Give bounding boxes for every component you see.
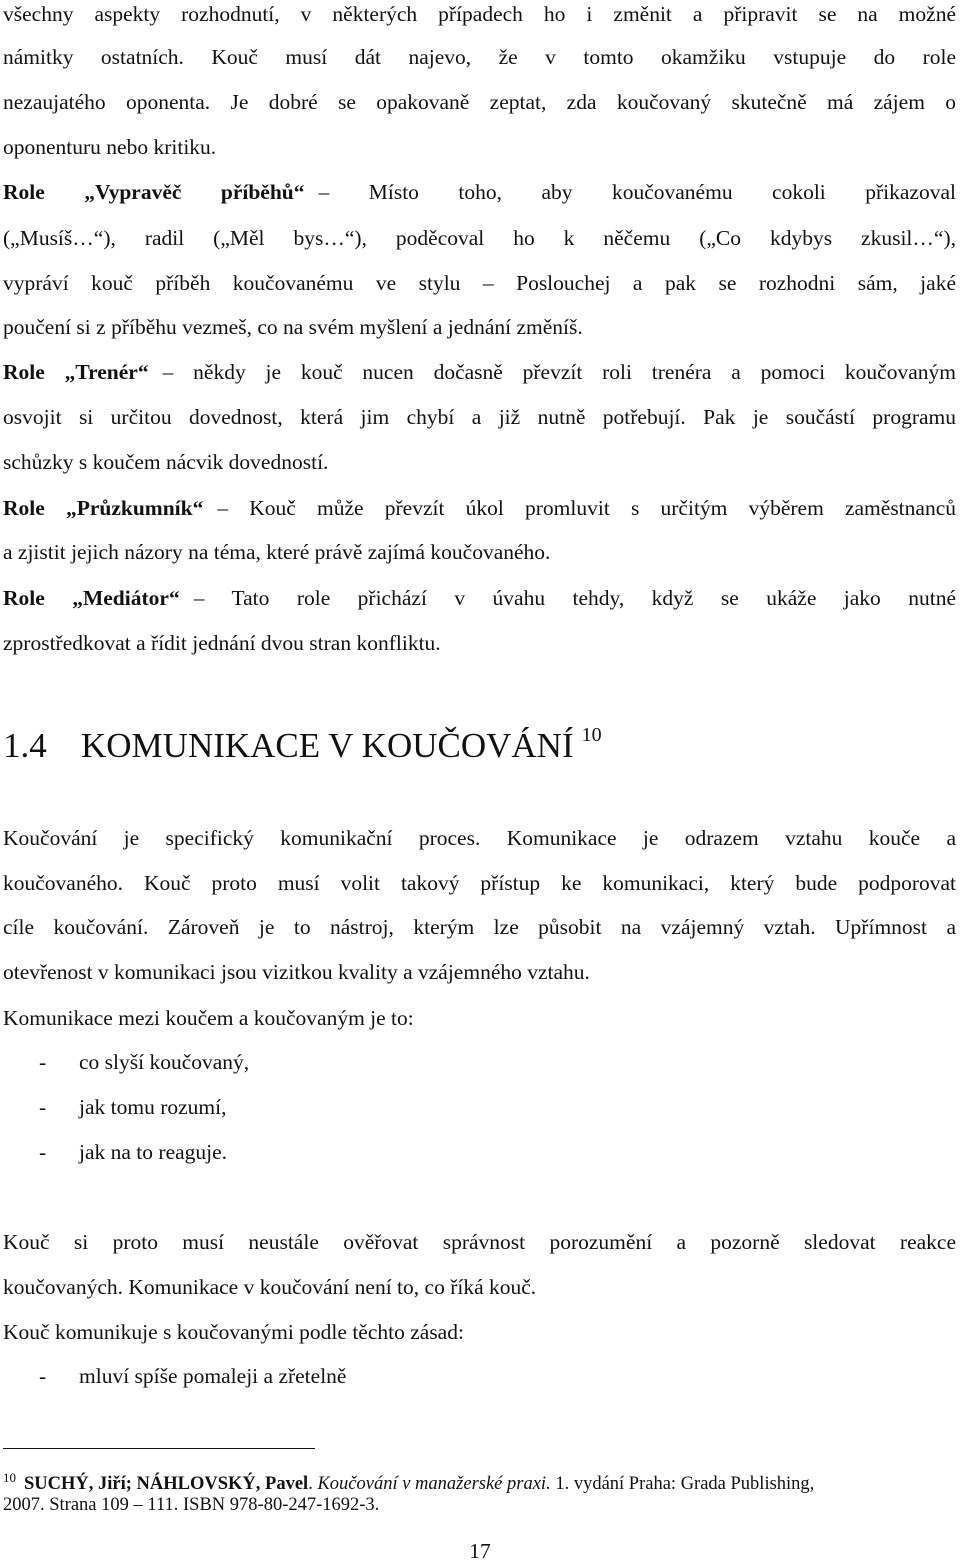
- paragraph-line: koučovaných. Komunikace v koučování není to, co říká kouč.: [3, 1275, 537, 1299]
- role-pruzkumnik-line: [3, 494, 956, 522]
- list-item-text: jak na to reaguje.: [79, 1140, 228, 1164]
- list-bullet: -: [39, 1095, 47, 1119]
- paragraph-line: všechny aspekty rozhodnutí, v některých případech ho i změnit a připravit se na možné: [3, 2, 956, 26]
- section-heading: [3, 712, 602, 769]
- paragraph-line: („Musíš…“), radil („Měl bys…“), poděcoval ho k něčemu („Co kdybys zkusil…“),: [3, 226, 956, 250]
- list-bullet: -: [39, 1364, 47, 1388]
- role-trener-name: Role „Trenér“: [3, 360, 149, 384]
- role-vypravec-name: Role „Vypravěč příběhů“: [3, 180, 305, 204]
- paragraph-line: oponenturu nebo kritiku.: [3, 135, 217, 159]
- footnote-publisher: 1. vydání Praha: Grada Publishing,: [555, 1474, 815, 1494]
- list-item: [39, 1048, 960, 1076]
- paragraph-line: osvojit si určitou dovednost, která jim chybí a již nutně potřebují. Pak je součástí programu: [3, 405, 956, 429]
- paragraph-line: cíle koučování. Zároveň je to nástroj, kterým lze působit na vzájemný vztah. Upřímnost a: [3, 915, 956, 939]
- paragraph-line: poučení si z příběhu vezmeš, co na svém myšlení a jednání změníš.: [3, 315, 583, 339]
- role-pruzkumnik-text: – Kouč může převzít úkol promluvit s určitým výběrem zaměstnanců: [217, 496, 956, 520]
- list-item: [39, 1138, 960, 1166]
- footnote-authors: SUCHÝ, Jiří; NÁHLOVSKÝ, Pavel: [24, 1474, 309, 1494]
- footnote-title: Koučování v manažerské praxi.: [317, 1474, 551, 1494]
- paragraph-line: námitky ostatních. Kouč musí dát najevo, že v tomto okamžiku vstupuje do role: [3, 45, 956, 69]
- paragraph-line: koučovaného. Kouč proto musí volit takový přístup ke komunikaci, který bude podporovat: [3, 871, 956, 895]
- section-title: KOMUNIKACE V KOUČOVÁNÍ: [81, 726, 574, 765]
- paragraph-line: Kouč si proto musí neustále ověřovat správnost porozumění a pozorně sledovat reakce: [3, 1230, 956, 1254]
- list-item-text: co slyší koučovaný,: [79, 1050, 250, 1074]
- role-pruzkumnik-name: Role „Průzkumník“: [3, 496, 204, 520]
- paragraph-line: vypráví kouč příběh koučovanému ve stylu – Poslouchej a pak se rozhodni sám, jaké: [3, 271, 956, 295]
- footnote-reference: 10: [581, 724, 602, 746]
- paragraph-line: zprostředkovat a řídit jednání dvou stran konfliktu.: [3, 631, 441, 655]
- list-item: [39, 1362, 960, 1390]
- role-trener-text: – někdy je kouč nucen dočasně převzít roli trenéra a pomoci koučovaným: [162, 360, 956, 384]
- list-bullet: -: [39, 1050, 47, 1074]
- paragraph-line: a zjistit jejich názory na téma, které právě zajímá koučovaného.: [3, 540, 551, 564]
- principles-intro: Kouč komunikuje s koučovanými podle těchto zásad:: [3, 1320, 464, 1344]
- list-bullet: -: [39, 1140, 47, 1164]
- paragraph-line: otevřenost v komunikaci jsou vizitkou kvality a vzájemného vztahu.: [3, 960, 590, 984]
- list-item-text: jak tomu rozumí,: [79, 1095, 227, 1119]
- paragraph-line: schůzky s koučem nácvik dovedností.: [3, 450, 329, 474]
- page-number: 17: [469, 1539, 491, 1563]
- paragraph-line: nezaujatého oponenta. Je dobré se opakovaně zeptat, zda koučovaný skutečně má zájem o: [3, 90, 956, 114]
- footnote-number: 10: [3, 1470, 16, 1485]
- role-mediator-line: [3, 584, 956, 612]
- list-item: [39, 1093, 960, 1121]
- role-mediator-name: Role „Mediátor“: [3, 586, 180, 610]
- paragraph-line: Koučování je specifický komunikační proces. Komunikace je odrazem vztahu kouče a: [3, 826, 956, 850]
- list-intro: Komunikace mezi koučem a koučovaným je to:: [3, 1006, 414, 1030]
- footnote-separator: [3, 1448, 315, 1449]
- footnote-line: $^{10}$ SUCHÝ, Jiří; NÁHLOVSKÝ, Pavel. Koučování v manažerské praxi. 1. vydání Praha: Grada Publishing,: [3, 1470, 815, 1494]
- role-vypravec-text: – Místo toho, aby koučovanému cokoli přikazoval: [318, 180, 956, 204]
- list-item-text: mluví spíše pomaleji a zřetelně: [79, 1364, 347, 1388]
- footnote-line-2: 2007. Strana 109 – 111. ISBN 978-80-247-1692-3.: [3, 1495, 380, 1515]
- role-trener-line: [3, 358, 956, 386]
- section-number: 1.4: [3, 726, 47, 765]
- role-vypravec-line: [3, 178, 956, 206]
- role-mediator-text: – Tato role přichází v úvahu tehdy, když se ukáže jako nutné: [193, 586, 956, 610]
